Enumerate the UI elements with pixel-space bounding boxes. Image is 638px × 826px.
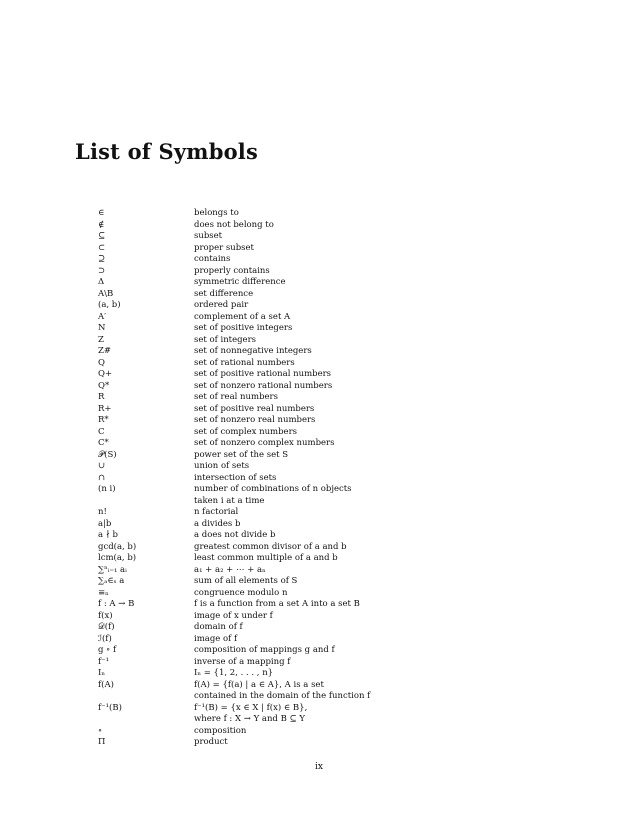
symbol: gcd(a, b) bbox=[98, 541, 137, 552]
symbol-row bbox=[98, 634, 518, 646]
symbol-description: domain of f bbox=[194, 622, 243, 632]
symbol-description: f is a function from a set A into a set B bbox=[194, 599, 360, 609]
symbol-row bbox=[98, 220, 518, 232]
symbol-row bbox=[98, 277, 518, 289]
symbol: Q+ bbox=[98, 369, 113, 379]
symbol-row bbox=[98, 519, 518, 531]
symbol: C bbox=[98, 426, 105, 437]
symbol-row bbox=[98, 358, 518, 370]
symbol-description: image of x under f bbox=[194, 610, 273, 621]
symbol: ∩ bbox=[98, 472, 106, 483]
symbol-description: symmetric difference bbox=[194, 277, 286, 287]
symbol-description: set of rational numbers bbox=[194, 357, 295, 368]
symbol-description: set of positive rational numbers bbox=[194, 369, 332, 379]
symbol-description: f(A) = {f(a) | a ∈ A}, A is a set bbox=[194, 679, 324, 690]
symbol-row bbox=[98, 691, 518, 703]
symbol: ∘ bbox=[98, 725, 103, 736]
symbol: ∈ bbox=[98, 208, 105, 218]
symbol: (n i) bbox=[98, 484, 116, 494]
symbol-description: contains bbox=[194, 254, 231, 264]
symbol-row bbox=[98, 243, 518, 255]
symbol-row bbox=[98, 680, 518, 692]
symbol-description: ordered pair bbox=[194, 300, 249, 310]
symbol-row bbox=[98, 381, 518, 393]
symbol-description: properly contains bbox=[194, 265, 270, 276]
symbol-description: set of real numbers bbox=[194, 392, 278, 402]
symbol-row bbox=[98, 461, 518, 473]
symbol-description: union of sets bbox=[194, 461, 250, 471]
symbol: R bbox=[98, 392, 105, 402]
symbol: lcm(a, b) bbox=[98, 553, 137, 563]
symbol-row bbox=[98, 289, 518, 301]
symbol: a ∤ b bbox=[98, 530, 118, 540]
symbol: R+ bbox=[98, 403, 112, 414]
symbol-description: power set of the set S bbox=[194, 449, 289, 460]
symbol: 𝒫(S) bbox=[98, 449, 117, 460]
symbol-description: composition bbox=[194, 725, 247, 736]
symbol-row bbox=[98, 450, 518, 462]
symbol: A\B bbox=[98, 288, 114, 299]
symbol-description: least common multiple of a and b bbox=[194, 553, 338, 563]
symbol: f(A) bbox=[98, 679, 114, 690]
symbol: Δ bbox=[98, 277, 105, 287]
symbol-description: congruence modulo n bbox=[194, 587, 288, 598]
page-number: ix bbox=[315, 762, 323, 772]
symbol-row bbox=[98, 645, 518, 657]
symbol-description: set of positive real numbers bbox=[194, 403, 315, 414]
symbol-description: composition of mappings g and f bbox=[194, 645, 335, 655]
symbol: ≡ₙ bbox=[98, 587, 109, 598]
symbol-description: subset bbox=[194, 231, 223, 241]
symbol-description: a divides b bbox=[194, 518, 241, 529]
symbol: f⁻¹(B) bbox=[98, 702, 122, 713]
symbol-row bbox=[98, 369, 518, 381]
symbol-row bbox=[98, 254, 518, 266]
symbol: Z# bbox=[98, 346, 112, 356]
symbol-row bbox=[98, 346, 518, 358]
symbol: ℐ(f) bbox=[98, 633, 112, 644]
symbol-description: Iₙ = {1, 2, . . . , n} bbox=[194, 668, 274, 678]
symbol-row bbox=[98, 588, 518, 600]
symbol: R* bbox=[98, 415, 109, 425]
symbol: ∑ⁿᵢ₌₁ aᵢ bbox=[98, 564, 127, 575]
symbol-description: inverse of a mapping f bbox=[194, 656, 291, 667]
symbol: Q* bbox=[98, 380, 110, 391]
symbol: a|b bbox=[98, 518, 112, 529]
symbol: Iₙ bbox=[98, 668, 106, 678]
symbol: ⊆ bbox=[98, 231, 106, 241]
symbol-row bbox=[98, 392, 518, 404]
symbol: A′ bbox=[98, 311, 107, 322]
symbol-description: image of f bbox=[194, 633, 238, 644]
symbol-row bbox=[98, 530, 518, 542]
symbol-row bbox=[98, 484, 518, 496]
symbol-description: a₁ + a₂ + ⋯ + aₙ bbox=[194, 564, 266, 575]
symbol: C* bbox=[98, 438, 109, 448]
symbol-description: complement of a set A bbox=[194, 311, 291, 322]
symbol-row bbox=[98, 737, 518, 749]
symbol-description: product bbox=[194, 737, 228, 747]
symbol-row bbox=[98, 611, 518, 623]
symbol-row bbox=[98, 208, 518, 220]
symbol-row bbox=[98, 323, 518, 335]
symbol-description: a does not divide b bbox=[194, 530, 276, 540]
symbol: ⊃ bbox=[98, 265, 106, 276]
symbol: ⊂ bbox=[98, 242, 106, 253]
symbol-description: contained in the domain of the function f bbox=[194, 691, 371, 701]
symbol-row bbox=[98, 565, 518, 577]
symbol-description: sum of all elements of S bbox=[194, 576, 298, 586]
symbol-list bbox=[98, 208, 518, 749]
symbol-description: proper subset bbox=[194, 242, 254, 253]
symbol-description: where f : X → Y and B ⊆ Y bbox=[194, 714, 305, 724]
symbol-row bbox=[98, 576, 518, 588]
symbol: f⁻¹ bbox=[98, 656, 110, 667]
symbol: f : A → B bbox=[98, 599, 135, 609]
symbol-row bbox=[98, 415, 518, 427]
symbol: 𝒟(f) bbox=[98, 622, 115, 632]
symbol-description: set of nonnegative integers bbox=[194, 346, 312, 356]
symbol: Z bbox=[98, 334, 104, 345]
symbol-row bbox=[98, 703, 518, 715]
symbol-description: n factorial bbox=[194, 507, 239, 517]
symbol: Q bbox=[98, 357, 105, 368]
symbol: ⊇ bbox=[98, 254, 106, 264]
symbol: f(x) bbox=[98, 610, 113, 621]
symbol: g ∘ f bbox=[98, 645, 117, 655]
symbol: ∉ bbox=[98, 219, 105, 230]
symbol-row bbox=[98, 668, 518, 680]
symbol-row bbox=[98, 231, 518, 243]
symbol-row bbox=[98, 496, 518, 508]
page-title: List of Symbols bbox=[75, 139, 259, 164]
symbol-row bbox=[98, 599, 518, 611]
symbol: Π bbox=[98, 737, 106, 747]
symbol-description: set of positive integers bbox=[194, 323, 293, 333]
symbol-description: greatest common divisor of a and b bbox=[194, 541, 347, 552]
symbol-description: set of nonzero rational numbers bbox=[194, 380, 333, 391]
symbol-description: f⁻¹(B) = {x ∈ X | f(x) ∈ B}, bbox=[194, 702, 308, 713]
symbol-row bbox=[98, 553, 518, 565]
symbol-row bbox=[98, 312, 518, 324]
symbol-row bbox=[98, 622, 518, 634]
symbol-row bbox=[98, 300, 518, 312]
symbol: N bbox=[98, 323, 106, 333]
symbol-row bbox=[98, 438, 518, 450]
symbol: n! bbox=[98, 507, 107, 517]
symbol-row bbox=[98, 542, 518, 554]
symbol-row bbox=[98, 335, 518, 347]
symbol: ∑ₐ∈ₛ a bbox=[98, 576, 125, 586]
symbol-description: does not belong to bbox=[194, 219, 274, 230]
symbol-row bbox=[98, 726, 518, 738]
symbol-row bbox=[98, 507, 518, 519]
symbol-description: belongs to bbox=[194, 208, 239, 218]
symbol: ∪ bbox=[98, 461, 106, 471]
symbol-row bbox=[98, 266, 518, 278]
symbol-row bbox=[98, 427, 518, 439]
symbol-row bbox=[98, 404, 518, 416]
symbol-description: set of nonzero real numbers bbox=[194, 415, 316, 425]
symbol-description: set difference bbox=[194, 288, 254, 299]
symbol-description: intersection of sets bbox=[194, 472, 277, 483]
symbol-description: taken i at a time bbox=[194, 495, 265, 506]
symbol-description: number of combinations of n objects bbox=[194, 484, 352, 494]
symbol-description: set of complex numbers bbox=[194, 426, 298, 437]
symbol-description: set of integers bbox=[194, 334, 257, 345]
symbol-row bbox=[98, 714, 518, 726]
symbol-row bbox=[98, 657, 518, 669]
symbol: (a, b) bbox=[98, 300, 121, 310]
symbol-row bbox=[98, 473, 518, 485]
symbol-description: set of nonzero complex numbers bbox=[194, 438, 335, 448]
